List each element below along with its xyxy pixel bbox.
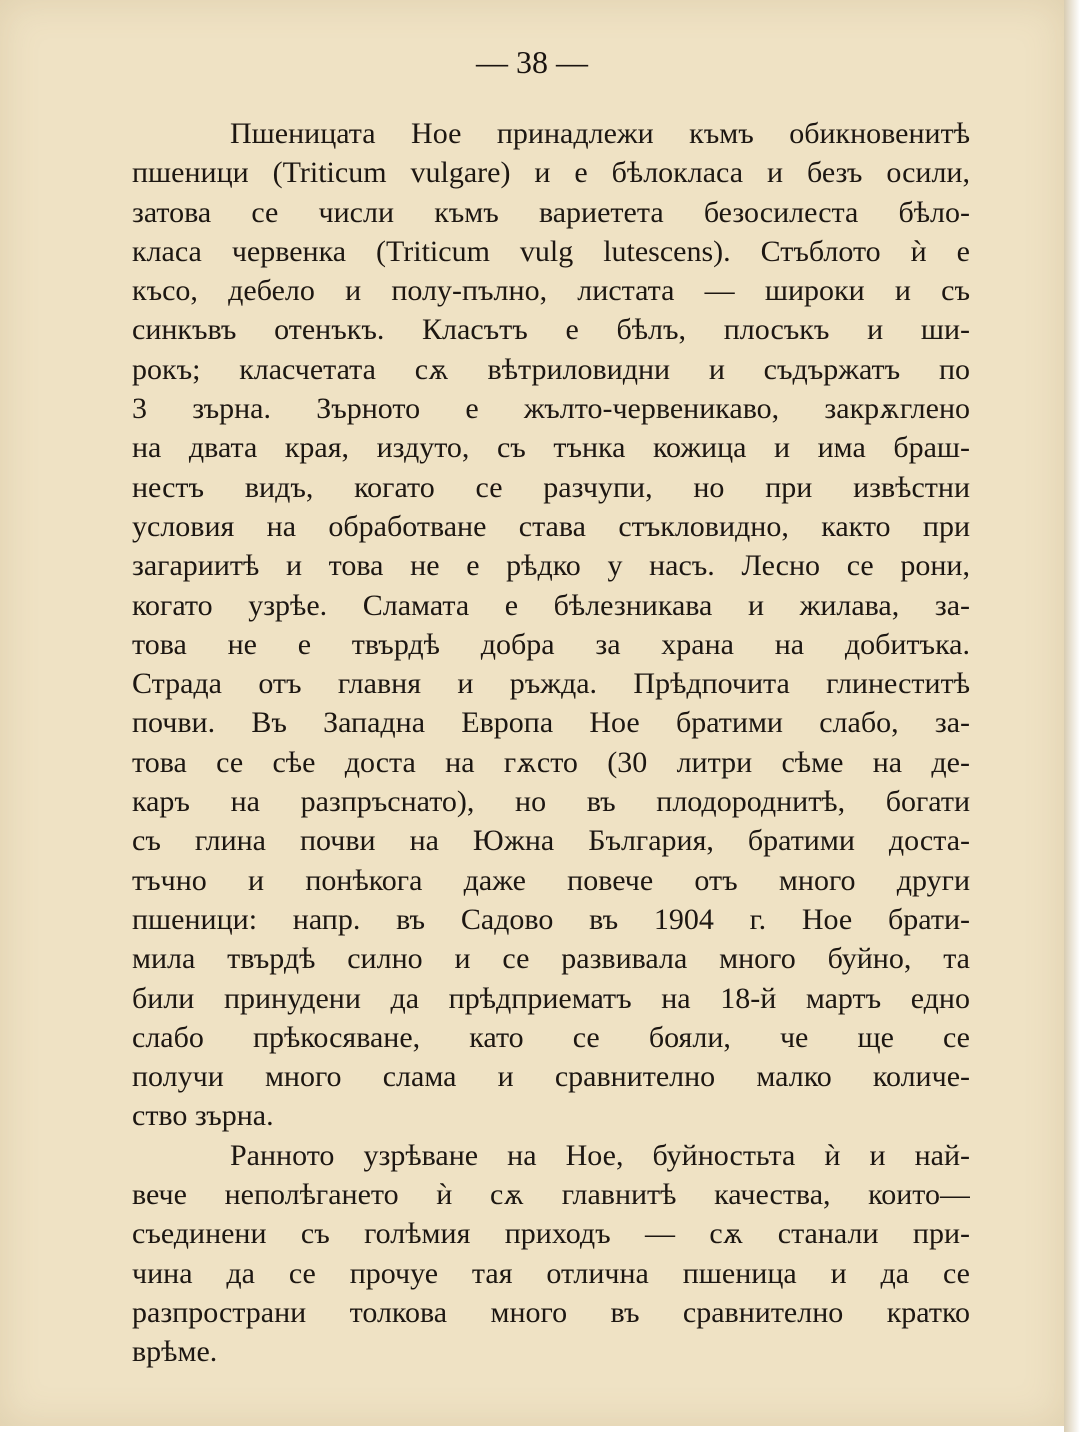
text-line: 3 зърна. Зърното е жълто-червеникаво, закрѫглено bbox=[132, 392, 970, 426]
text-line: Страда отъ главня и ръжда. Прѣдпочита глинеститѣ bbox=[132, 667, 970, 701]
body-text bbox=[132, 114, 970, 1372]
text-line: вече неполѣгането ѝ сѫ главнитѣ качества, които— bbox=[132, 1178, 970, 1212]
text-line: затова се числи къмъ вариетета безосилеста бѣло- bbox=[132, 195, 970, 229]
text-line: чина да се прочуе тая отлична пшеница и да се bbox=[132, 1256, 970, 1290]
text-line: класа червенка (Triticum vulg lutescens). Стъблото ѝ е bbox=[132, 234, 970, 268]
text-line: рокъ; класчетата сѫ вѣтриловидни и съдържатъ по bbox=[132, 352, 970, 386]
text-line: разпространи толкова много въ сравнително кратко bbox=[132, 1295, 970, 1329]
paragraph-1 bbox=[132, 114, 970, 1136]
text-line: пшеници (Triticum vulgare) и е бѣлокласа и безъ осили, bbox=[132, 156, 970, 190]
scan-edge-shadow bbox=[1064, 0, 1080, 1432]
text-line: съ глина почви на Южна България, братими доста- bbox=[132, 824, 970, 858]
text-line: синкъвъ отенъкъ. Класътъ е бѣлъ, плосъкъ и ши- bbox=[132, 313, 970, 347]
text-line: почви. Въ Западна Европа Ное братими слабо, за- bbox=[132, 706, 970, 740]
text-line: каръ на разпръснато), но въ плодороднитѣ, богати bbox=[132, 785, 970, 819]
text-line: това не е твърдѣ добра за храна на добитъка. bbox=[132, 627, 970, 661]
text-line: Пшеницата Ное принадлежи къмъ обикновенитѣ bbox=[230, 117, 970, 150]
paragraph-2 bbox=[132, 1136, 970, 1372]
text-line: получи много слама и сравнително малко количе- bbox=[132, 1060, 970, 1094]
text-line: мила твърдѣ силно и се развивала много буйно, та bbox=[132, 942, 970, 976]
text-line: били принудени да прѣдприематъ на 18-й мартъ едно bbox=[132, 981, 970, 1015]
text-line: когато узрѣе. Сламата е бѣлезникава и жилава, за- bbox=[132, 588, 970, 622]
text-line: Ранното узрѣване на Ное, буйностьта ѝ и най- bbox=[230, 1138, 970, 1172]
text-line: на двата края, издуто, съ тънка кожица и има браш- bbox=[132, 431, 970, 465]
text-line: нестъ видъ, когато се разчупи, но при извѣстни bbox=[132, 470, 970, 504]
text-line: слабо прѣкосяване, като се бояли, че ще се bbox=[132, 1020, 970, 1054]
page-number: — 38 — bbox=[476, 44, 588, 80]
text-line: тъчно и понѣкога даже повече отъ много други bbox=[132, 863, 970, 897]
text-line: съединени съ голѣмия приходъ — сѫ станали при- bbox=[132, 1217, 970, 1251]
text-line: това се сѣе доста на гѫсто (30 литри сѣме на де- bbox=[132, 745, 970, 779]
text-line: загариитѣ и това не е рѣдко у насъ. Лесно се рони, bbox=[132, 549, 970, 583]
text-line: условия на обработване става стъкловидно, както при bbox=[132, 509, 970, 543]
text-line: късо, дебело и полу-пълно, листата — широки и съ bbox=[132, 274, 970, 308]
text-line: ство зърна. bbox=[132, 1099, 274, 1133]
text-line: пшеници: напр. въ Садово въ 1904 г. Ное брати- bbox=[132, 902, 970, 936]
text-line: врѣме. bbox=[132, 1335, 218, 1369]
